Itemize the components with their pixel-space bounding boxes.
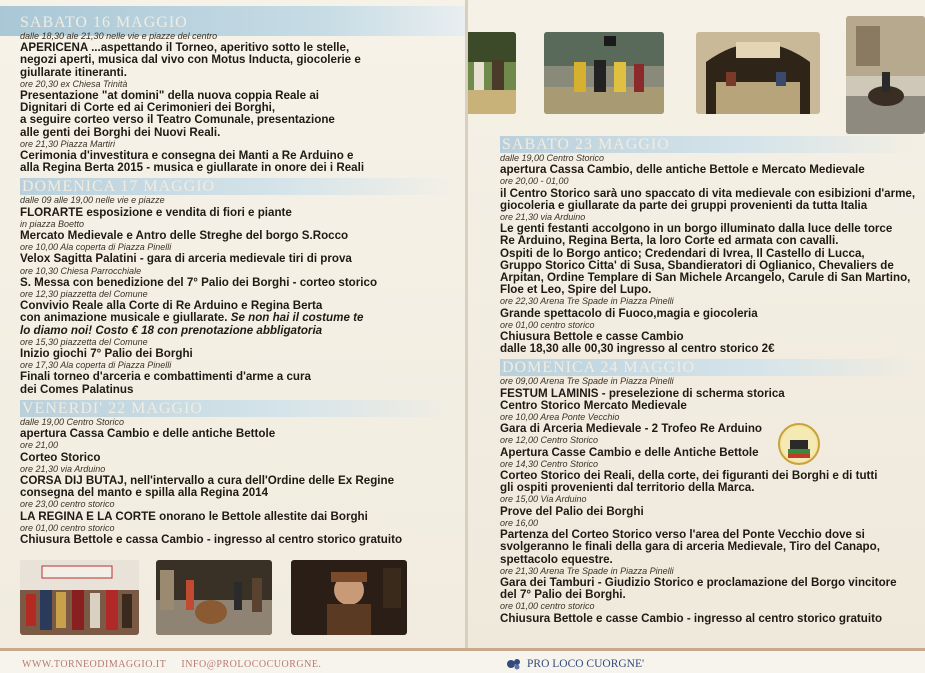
line-text: Gruppo Storico Citta' di Susa, Sbandieratori di Oglianico, Chevaliers de	[500, 258, 894, 272]
line-text: dalle 19,00 Centro Storico	[500, 153, 605, 163]
line-text: Chiusura Bettole e casse Cambio	[500, 330, 684, 344]
line-text: dalle 18,30 alle 00,30 ingresso al centro storico 2€	[500, 342, 775, 356]
section-title-sabato-16: SABATO 16 MAGGIO	[20, 14, 188, 31]
event-text	[20, 428, 460, 440]
line-text: alla Regina Berta 2015 - musica e giullarate in onore dei i Reali	[20, 161, 365, 175]
line-text: Corteo Storico dei Reali, della corte, dei figuranti dei Borghi e di tutti	[500, 469, 878, 483]
event-text	[20, 277, 460, 289]
line-text: Gara di Arceria Medievale - 2 Trofeo Re Arduino	[500, 422, 763, 436]
line-text: ore 23,00 centro storico	[20, 499, 115, 510]
pro-loco-logo-icon	[506, 657, 522, 671]
event-text	[20, 207, 460, 219]
event-text	[20, 67, 460, 79]
line-text: Finali torneo d'arceria e combattimenti d'arme a cura	[20, 370, 311, 384]
line-text: Apertura Casse Cambio e delle Antiche Bettole	[500, 445, 759, 459]
event-text	[500, 343, 920, 355]
line-text: Gara dei Tamburi - Giudizio Storico e proclamazione del Borgo vincitore	[500, 575, 897, 589]
line-text: S. Messa con benedizione del 7° Palio dei Borghi - corteo storico	[20, 275, 378, 289]
footer-contacts	[22, 659, 333, 670]
line-text: Chiusura Bettole e cassa Cambio - ingresso al centro storico gratuito	[20, 532, 403, 546]
line-text: alle genti dei Borghi dei Nuovi Reali.	[20, 125, 221, 139]
line-text: ore 15,30 piazzetta del Comune	[20, 336, 148, 347]
line-text: Velox Sagitta Palatini - gara di arceria medievale tiri di prova	[20, 252, 352, 266]
line-text: ore 01,00 centro storico	[20, 522, 115, 533]
line-text: consegna del manto e spilla alla Regina 2014	[20, 486, 269, 500]
line-text: FLORARTE esposizione e vendita di fiori e piante	[20, 205, 292, 219]
event-text	[20, 534, 460, 546]
section-venerdi-22	[20, 417, 460, 546]
line-text: ore 21,30 via Arduino	[500, 212, 586, 223]
event-text	[500, 200, 920, 212]
line-text: CORSA DIJ BUTAJ, nell'intervallo a cura dell'Ordine delle Ex Regine	[20, 473, 395, 487]
event-text	[20, 384, 460, 396]
line-text: Floe et Leo, Spire del Lupo.	[500, 283, 652, 297]
section-sabato-23	[500, 153, 920, 355]
line-text: ore 10,00 Ala coperta di Piazza Pinelli	[20, 242, 172, 253]
event-text	[20, 487, 460, 499]
event-text	[500, 308, 920, 320]
line-text: svolgeranno le finali della gara di arceria Medievale, Tiro del Canapo,	[500, 540, 880, 554]
line-text: Re Arduino, Regina Berta, la loro Corte ed armata con cavalli.	[500, 234, 839, 248]
line-text: Prove del Palio dei Borghi	[500, 504, 644, 518]
left-panel	[0, 0, 465, 648]
line-text: Le genti festanti accolgono in un borgo illuminato dalla luce delle torce	[500, 222, 893, 236]
line-text: ore 14,30 Centro Storico	[500, 458, 599, 469]
line-text: ore 01,00 centro storico	[500, 319, 595, 330]
event-text	[20, 325, 460, 337]
line-text: Convivio Reale alla Corte di Re Arduino e Regina Berta	[20, 299, 323, 313]
line-text: Cerimonia d'investitura e consegna dei Manti a Re Arduino e	[20, 149, 354, 163]
photo-barrel-game	[156, 560, 272, 635]
line-text: ore 01,00 centro storico	[500, 601, 595, 612]
line-text: apertura Cassa Cambio e delle antiche Bettole	[20, 427, 276, 441]
line-text: ore 15,00 Via Arduino	[500, 494, 587, 505]
event-text	[500, 284, 920, 296]
line-text: Grande spettacolo di Fuoco,magia e giocoleria	[500, 306, 758, 320]
line-text: ore 21,00	[20, 440, 59, 451]
footer-brand	[506, 657, 644, 671]
event-text	[500, 482, 920, 494]
email-link[interactable]: INFO@PROLOCOCUORGNE.	[181, 659, 322, 670]
left-program	[20, 14, 460, 546]
event-text	[20, 511, 460, 523]
photo-market-crowd	[468, 32, 516, 114]
footer	[0, 648, 925, 673]
line-text: APERICENA ...aspettando il Torneo, aperitivo sotto le stelle,	[20, 41, 350, 55]
line-text: dalle 09 alle 19,00 nelle vie e piazze	[20, 195, 165, 206]
line-text: con animazione musicale e giullarate.	[20, 311, 228, 325]
line-text: dalle 19,00 Centro Storico	[20, 416, 125, 427]
event-text	[500, 613, 920, 625]
line-text: ore 21,30 via Arduino	[20, 463, 106, 474]
line-text: Chiusura Bettole e casse Cambio - ingresso al centro storico gratuito	[500, 611, 883, 625]
section-title-sabato-23: SABATO 23 MAGGIO	[500, 136, 920, 153]
line-text: ore 21,30 Piazza Martiri	[20, 138, 116, 149]
photo-horse-rider	[846, 16, 925, 134]
line-text: Corteo Storico	[20, 450, 101, 464]
line-text: ore 16,00	[500, 517, 539, 528]
event-text	[500, 506, 920, 518]
line-text: ore 20,30 ex Chiesa Trinità	[20, 78, 128, 89]
line-text: spettacolo equestre.	[500, 552, 613, 566]
line-text: ore 22,30 Arena Tre Spade in Piazza Pinelli	[500, 296, 674, 307]
photo-corteo-flags	[20, 560, 139, 635]
event-text	[500, 400, 920, 412]
line-text: ore 09,00 Arena Tre Spade in Piazza Pinelli	[500, 376, 674, 387]
line-text: negozi aperti, musica dal vivo con Motus Inducta, giocolerie e	[20, 53, 361, 67]
line-italic-text: lo diamo noi! Costo € 18 con prenotazione abbligatoria	[20, 323, 323, 337]
line-text: dei Comes Palatinus	[20, 382, 134, 396]
line-text: ore 10,00 Area Ponte Vecchio	[500, 412, 620, 423]
line-text: Ospiti de lo Borgo antico; Credendari di Ivrea, Il Castello di Lucca,	[500, 246, 865, 260]
line-text: giullarate itineranti.	[20, 65, 127, 79]
event-text	[500, 447, 920, 459]
event-text	[500, 589, 920, 601]
photo-tavern-arch	[696, 32, 820, 114]
line-text: del 7° Palio dei Borghi.	[500, 588, 626, 602]
line-text: Partenza del Corteo Storico verso l'area del Ponte Vecchio dove si	[500, 528, 865, 542]
line-text: ore 10,30 Chiesa Parrocchiale	[20, 265, 142, 276]
line-text: Arpitan, Ordine Templare di San Michele Arcangelo, Carule di San Martino,	[500, 271, 911, 285]
section-title-domenica-24: DOMENICA 24 MAGGIO	[500, 359, 920, 376]
event-text	[20, 230, 460, 242]
line-text: il Centro Storico sarà uno spaccato di vita medievale con esibizioni d'arme,	[500, 186, 916, 200]
line-text: Presentazione "at domini" della nuova coppia Reale ai	[20, 89, 319, 103]
section-domenica-17	[20, 195, 460, 395]
event-text	[500, 164, 920, 176]
event-text	[20, 452, 460, 464]
line-text: ore 12,30 piazzetta del Comune	[20, 289, 148, 300]
line-text: LA REGINA E LA CORTE onorano le Bettole allestite dai Borghi	[20, 509, 368, 523]
line-text: giocoleria e giullarate da parte dei gruppi provenienti da tutta Italia	[500, 198, 868, 212]
section-title-domenica-17: DOMENICA 17 MAGGIO	[20, 178, 460, 195]
line-text: a seguire corteo verso il Teatro Comunale, presentazione	[20, 113, 335, 127]
line-text: apertura Cassa Cambio, delle antiche Bettole e Mercato Medievale	[500, 163, 865, 177]
photo-flag-duel	[544, 32, 664, 114]
line-italic-text: Se non hai il costume te	[227, 311, 364, 325]
event-text	[20, 162, 460, 174]
website-link[interactable]: WWW.TORNEODIMAGGIO.IT	[22, 659, 167, 670]
line-text: in piazza Boetto	[20, 218, 85, 229]
section-sabato-16	[20, 31, 460, 174]
line-text: ore 17,30 Ala coperta di Piazza Pinelli	[20, 360, 172, 371]
line-text: ore 21,30 Arena Tre Spade in Piazza Pinelli	[500, 565, 674, 576]
line-text: ore 20,00 - 01,00	[500, 176, 569, 187]
line-text: dalle 18,30 ale 21,30 nelle vie e piazze del centro	[20, 31, 218, 41]
photo-jester	[291, 560, 407, 635]
line-text: Centro Storico Mercato Medievale	[500, 398, 687, 412]
event-text	[20, 253, 460, 265]
line-text: FESTUM LAMINIS - preselezione di scherma storica	[500, 386, 785, 400]
section-title-venerdi-22: VENERDI' 22 MAGGIO	[20, 400, 460, 417]
line-text: Dignitari di Corte ed ai Cerimonieri dei Borghi,	[20, 101, 276, 115]
event-text	[500, 554, 920, 566]
line-text: Mercato Medievale e Antro delle Streghe del borgo S.Rocco	[20, 229, 349, 243]
line-text: ore 12,00 Centro Storico	[500, 435, 599, 446]
brand-name: PRO LOCO CUORGNE'	[527, 658, 645, 670]
section-domenica-24	[500, 376, 920, 624]
event-text	[20, 348, 460, 360]
line-text: Inizio giochi 7° Palio dei Borghi	[20, 347, 193, 361]
event-text	[20, 127, 460, 139]
right-program	[500, 136, 920, 625]
line-text: gli ospiti provenienti dal territorio della Marca.	[500, 481, 755, 495]
event-text	[500, 423, 920, 435]
